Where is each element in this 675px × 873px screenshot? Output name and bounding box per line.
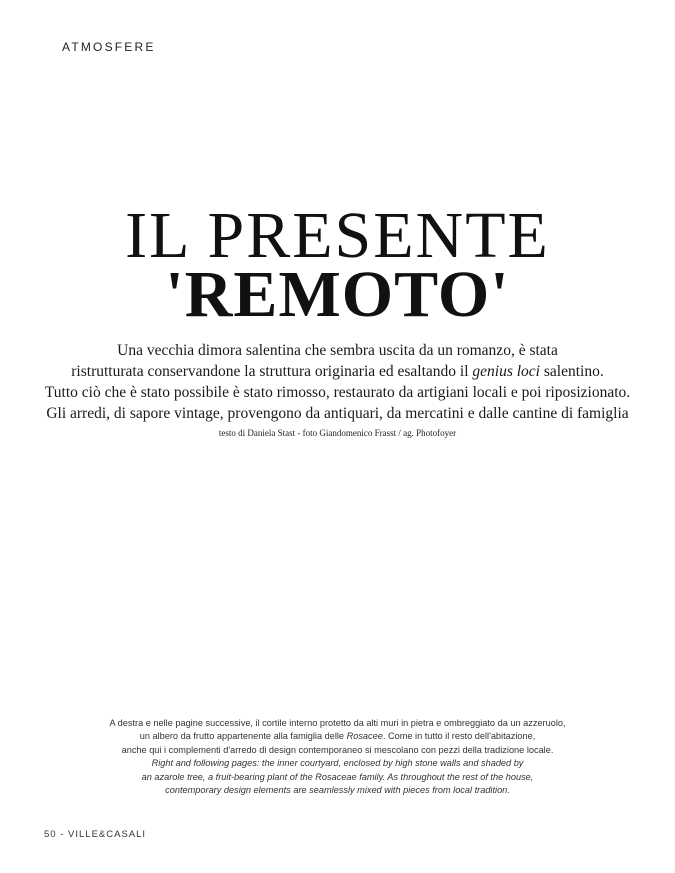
page-number: 50 <box>44 829 57 840</box>
intro-line-3: Tutto ciò che è stato possibile è stato rimosso, restaurato da artigiani locali e poi riposizionato. <box>44 384 631 401</box>
intro-line-2 <box>40 361 635 382</box>
caption-rosacee: Rosacee <box>346 731 383 742</box>
intro-genius-loci: genius loci <box>472 363 540 380</box>
intro-line-2-text: ristrutturata conservandone la struttura originaria ed esaltando il <box>71 363 473 380</box>
caption-en-line-3: contemporary design elements are seamlessly mixed with pieces from local tradition. <box>165 785 510 796</box>
intro-line-2-end: salentino. <box>540 363 604 380</box>
photo-caption <box>40 717 635 797</box>
caption-it-line-2-end: . Come in tutto il resto dell'abitazione, <box>382 731 536 742</box>
article-credits: testo di Daniela Stast - foto Giandomenico Frasst / ag. Photofoyer <box>218 428 457 438</box>
caption-en-line-1: Right and following pages: the inner courtyard, enclosed by high stone walls and shaded by <box>151 758 524 769</box>
article-title-line-2: 'REMOTO' <box>165 258 510 331</box>
caption-it-line-1: A destra e nelle pagine successive, il cortile interno protetto da alti muri in pietra e ombreggiato da un azzeruolo, <box>109 718 566 728</box>
caption-en-line-2: an azarole tree, a fruit-bearing plant of the Rosaceae family. As throughout the rest of the house, <box>141 771 534 782</box>
footer-separator: - <box>56 829 69 840</box>
caption-it-line-2-text: un albero da frutto appartenente alla famiglia delle <box>139 731 347 742</box>
caption-it-line-2 <box>40 730 635 743</box>
section-label: ATMOSFERE <box>62 40 156 54</box>
caption-it-line-3: anche qui i complementi d'arredo di design contemporaneo si mescolano con pezzi della tradizione locale. <box>121 744 554 755</box>
article-intro <box>40 340 635 424</box>
intro-line-4: Gli arredi, di sapore vintage, provengono da antiquari, da mercatini e dalle cantine di famiglia <box>46 405 629 422</box>
article-title-line-1: IL PRESENTE <box>125 199 550 272</box>
magazine-name: VILLE&CASALI <box>68 829 147 840</box>
intro-line-1: Una vecchia dimora salentina che sembra uscita da un romanzo, è stata <box>117 342 558 359</box>
page-footer <box>44 829 146 840</box>
